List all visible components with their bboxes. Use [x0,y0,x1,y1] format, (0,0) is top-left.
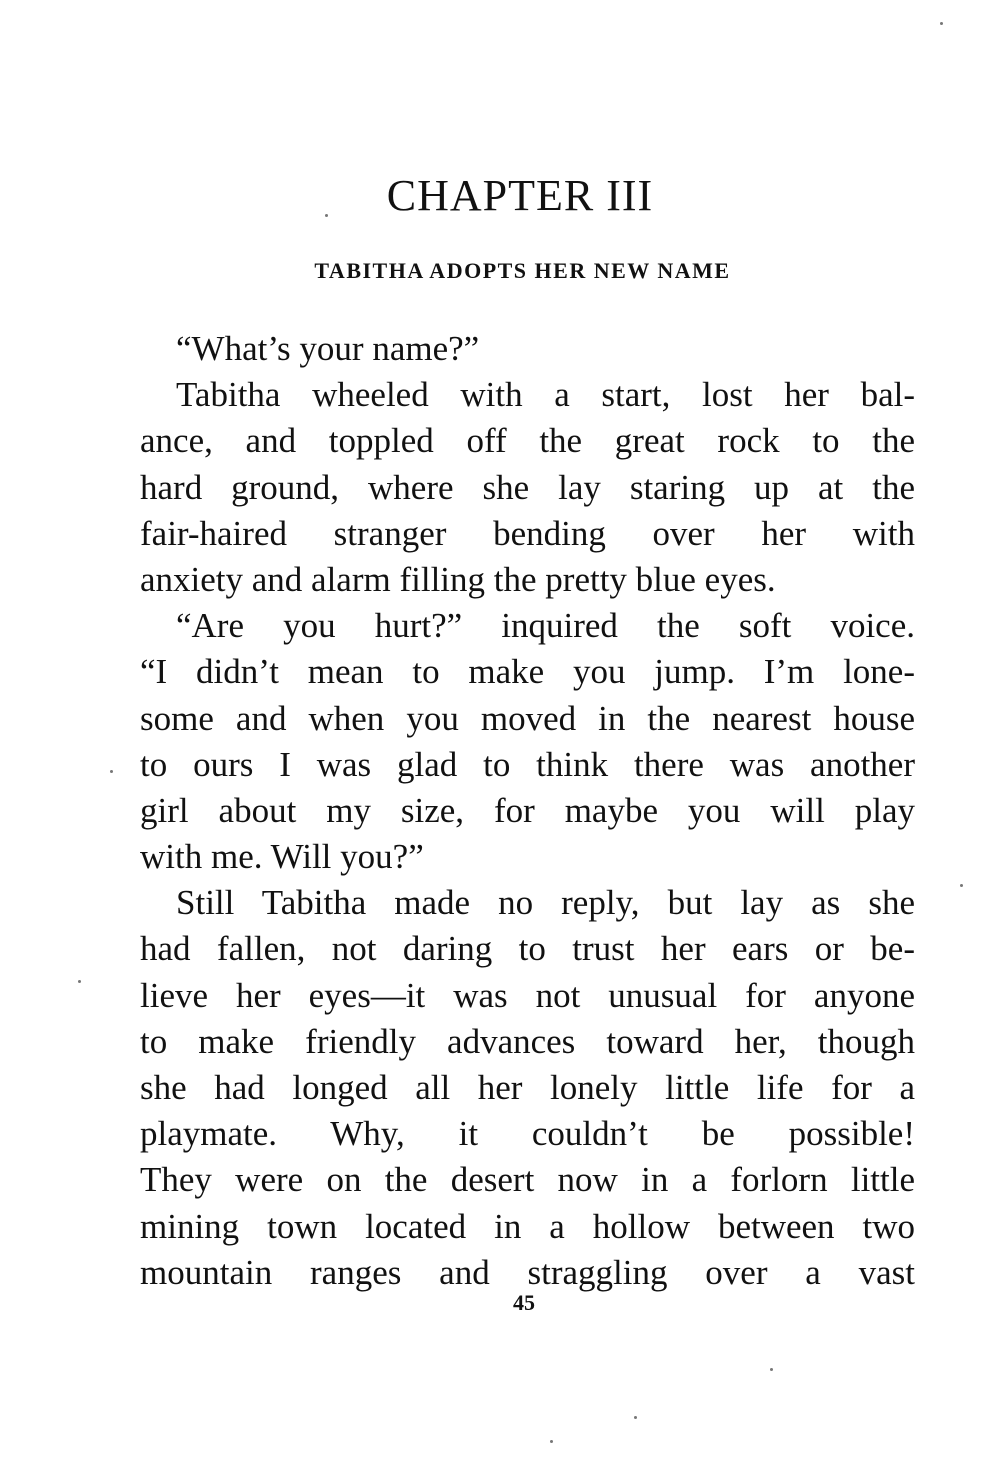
text-line: “I didn’t mean to make you jump. I’m lone- [140,652,915,692]
text-line: to ours I was glad to think there was another [140,744,915,784]
scan-speck [634,1416,637,1419]
text-line: had fallen, not daring to trust her ears or be- [140,929,915,969]
text-line: Still Tabitha made no reply, but lay as she [176,883,915,923]
text-line: girl about my size, for maybe you will play [140,790,915,830]
text-line: lieve her eyes—it was not unusual for anyone [140,975,915,1015]
chapter-subtitle: TABITHA ADOPTS HER NEW NAME [314,258,731,283]
text-line: mountain ranges and straggling over a vast [140,1252,915,1292]
text-line: fair-haired stranger bending over her with [140,513,915,553]
text-line: she had longed all her lonely little life for a [140,1068,915,1107]
text-line: hard ground, where she lay staring up at the [140,467,915,507]
text-line: playmate. Why, it couldn’t be possible! [140,1114,915,1154]
page-number: 45 [513,1290,535,1315]
text-line: “Are you hurt?” inquired the soft voice. [176,606,915,646]
text-line: Tabitha wheeled with a start, lost her bal- [176,375,915,415]
body-text [140,326,915,1296]
chapter-heading: CHAPTER III [386,171,654,220]
scan-speck [325,214,328,217]
text-line: mining town located in a hollow between two [140,1206,915,1246]
scan-speck [110,770,113,773]
scan-speck [550,1440,553,1443]
scan-speck [940,22,943,25]
text-line: “What’s your name?” [176,329,480,368]
text-line: to make friendly advances toward her, though [140,1021,915,1061]
text-line: ance, and toppled off the great rock to the [140,421,915,461]
text-line: anxiety and alarm filling the pretty blue eyes. [140,559,776,599]
scan-speck [960,884,963,887]
scan-speck [78,980,81,983]
text-line: some and when you moved in the nearest house [140,698,915,738]
text-line: They were on the desert now in a forlorn little [140,1160,915,1200]
text-line: with me. Will you?” [140,837,424,877]
scan-speck [770,1368,773,1371]
